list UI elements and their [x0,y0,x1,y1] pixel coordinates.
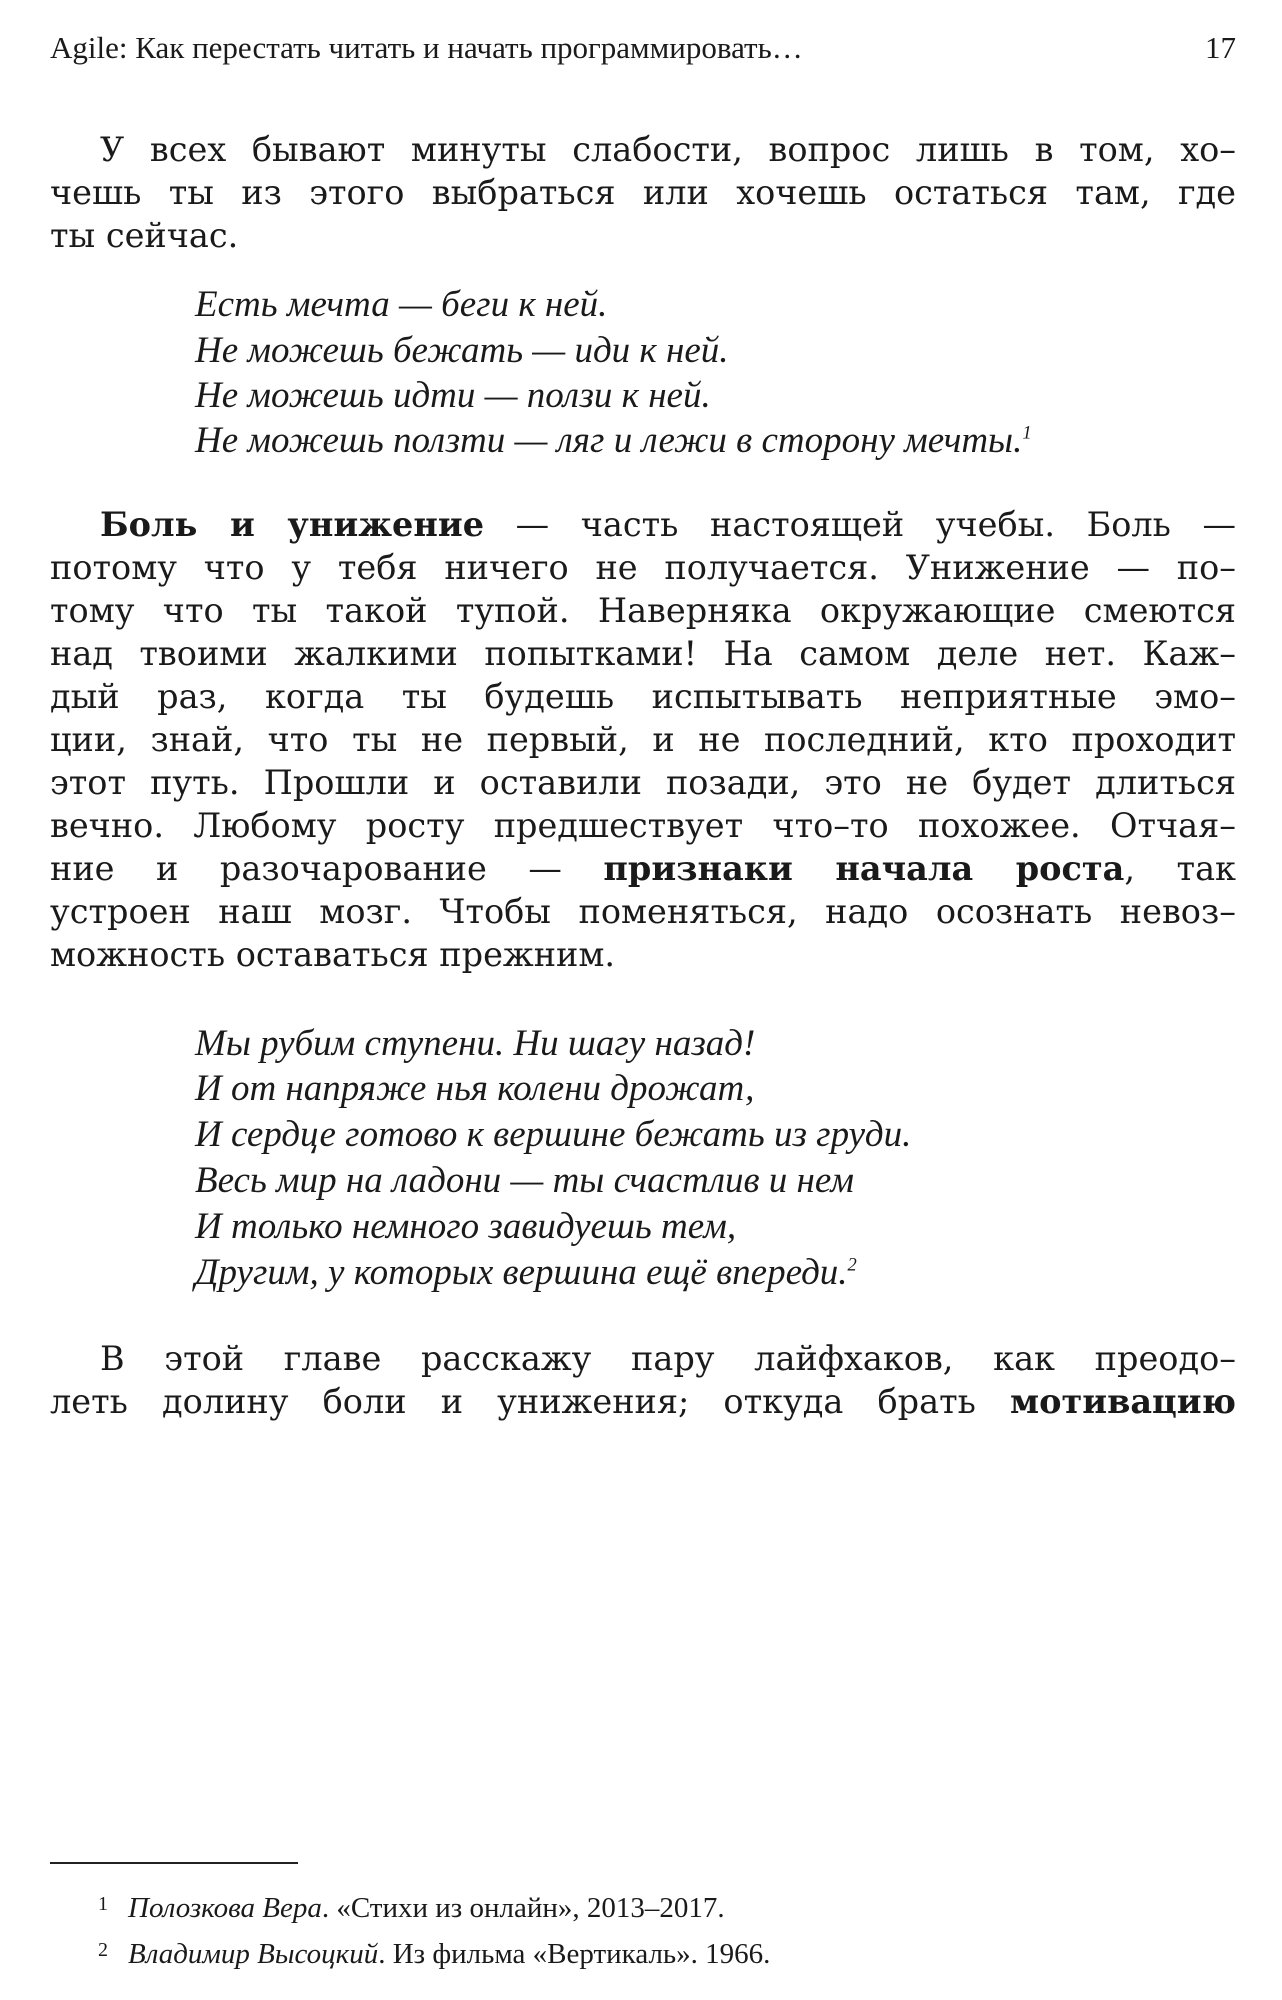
footnote-1-text [128,1888,725,1928]
poem-2-line [195,1250,857,1295]
paragraph-2-line: можность оставаться прежним. [50,935,616,974]
bold-phrase-pain-humiliation: Боль и унижение [100,505,485,544]
footnote-1-author: Полозкова Вера [128,1892,322,1924]
poem-2-line: И только немного завидуешь тем, [195,1206,737,1247]
paragraph-1-line: чешь ты из этого выбраться или хочешь остаться там, где [50,173,1236,212]
poem-2-line: И сердце готово к вершине бежать из груди. [195,1114,912,1155]
footnote-ref-1[interactable]: 1 [1022,423,1032,444]
footnote-ref-2[interactable]: 2 [847,1255,857,1276]
poem-2-line: И от напряже нья колени дрожат, [195,1068,755,1109]
poem-1-line [195,418,1032,463]
poem-1-last-line-text: Не можешь ползти — ляг и лежи в сторону мечты. [195,420,1023,461]
paragraph-2-line9-post: , так [1124,849,1236,888]
footnote-separator [50,1862,298,1864]
bold-phrase-growth-signs: признаки начала роста [603,849,1125,888]
paragraph-2-line9-pre: ние и разочарование — [50,849,604,888]
paragraph-2-line: этот путь. Прошли и оставили позади, это не будет длиться [50,763,1236,802]
paragraph-2-line: ции, знай, что ты не первый, и не последний, кто проходит [50,720,1236,759]
poem-1-line: Не можешь идти — ползи к ней. [195,375,711,416]
running-title: Agile: Как перестать читать и начать программировать… [50,30,803,65]
footnote-2-author: Владимир Высоцкий [128,1938,379,1970]
paragraph-2-line: дый раз, когда ты будешь испытывать неприятные эмо– [50,677,1236,716]
paragraph-2-line: над твоими жалкими попытками! На самом деле нет. Каж– [50,634,1236,673]
paragraph-1-line: У всех бывают минуты слабости, вопрос лишь в том, хо– [100,130,1236,169]
paragraph-2-line: вечно. Любому росту предшествует что–то похожее. Отчая– [50,806,1236,845]
footnote-2-text [128,1934,770,1974]
paragraph-1-line: ты сейчас. [50,216,239,255]
poem-2-line: Весь мир на ладони — ты счастлив и нем [195,1160,854,1201]
paragraph-2-line: потому что у тебя ничего не получается. Унижение — по– [50,548,1236,587]
poem-1-line: Есть мечта — беги к ней. [195,284,608,325]
paragraph-3-line2-pre: леть долину боли и унижения; откуда брать [50,1382,1011,1421]
footnote-2-number: 2 [98,1939,108,1961]
bold-word-motivation: мотивацию [1010,1382,1236,1421]
footnote-1-number: 1 [98,1893,108,1915]
paragraph-3-line: В этой главе расскажу пару лайфхаков, как преодо– [100,1339,1236,1378]
paragraph-2-line [100,503,1236,546]
footnote-2-source: . Из фильма «Вертикаль». 1966. [378,1938,771,1970]
paragraph-2-line: тому что ты такой тупой. Наверняка окружающие смеются [50,591,1236,630]
paragraph-2-line: устроен наш мозг. Чтобы поменяться, надо осознать невоз– [50,892,1236,931]
footnote-1-source: . «Стихи из онлайн», 2013–2017. [321,1892,725,1924]
running-header [50,30,1236,70]
paragraph-2-line1-rest: — часть настоящей учебы. Боль — [484,505,1236,544]
poem-2-line: Мы рубим ступени. Ни шагу назад! [195,1023,756,1064]
paragraph-3-line [50,1380,1236,1423]
poem-2-last-line-text: Другим, у которых вершина ещё впереди. [195,1252,848,1293]
page-number: 17 [1205,30,1236,65]
poem-1-line: Не можешь бежать — иди к ней. [195,330,729,371]
paragraph-2-line [50,847,1236,890]
